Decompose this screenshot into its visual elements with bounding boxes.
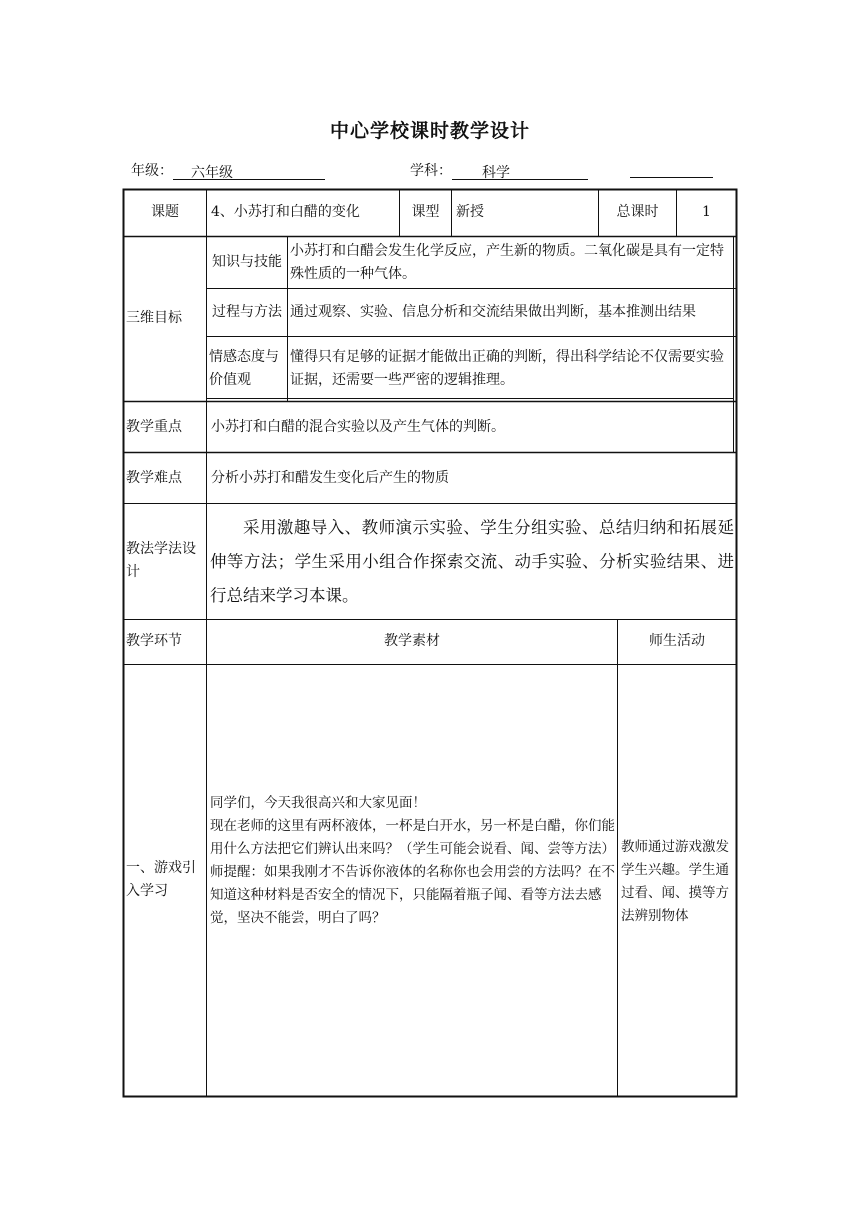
topic-label: 课题 — [151, 204, 179, 220]
focus-text: 小苏打和白醋的混合实验以及产生气体的判断。 — [211, 419, 505, 435]
subject-value: 科学 — [482, 165, 510, 181]
grade-field — [131, 160, 325, 180]
type-value: 新授 — [456, 204, 484, 220]
stage1-label: 一、游戏引入学习 — [126, 860, 196, 899]
blank-field — [630, 160, 713, 178]
material-column-header: 教学素材 — [384, 633, 440, 649]
stage1-activity: 教师通过游戏激发学生兴趣。学生通过看、闻、摸等方法辨别物体 — [621, 839, 729, 924]
grade-value: 六年级 — [191, 165, 233, 181]
subject-label: 学科： — [410, 163, 452, 179]
activity-column-header: 师生活动 — [649, 633, 705, 649]
hours-label: 总课时 — [616, 204, 659, 220]
method-text: 采用激趣导入、教师演示实验、学生分组实验、总结归纳和拓展延伸等方法；学生采用小组合作探索交流、动手实验、分析实验结果、进行总结来学习本课。 — [210, 518, 734, 605]
subject-underline — [452, 162, 588, 180]
topic-value: 4、小苏打和白醋的变化 — [211, 204, 360, 220]
type-label: 课型 — [411, 204, 440, 220]
hours-value: 1 — [702, 204, 711, 220]
goal-process-text: 通过观察、实验、信息分析和交流结果做出判断，基本推测出结果 — [290, 304, 696, 320]
stage1-material: 同学们，今天我很高兴和大家见面！ 现在老师的这里有两杯液体，一杯是白开水，另一杯是白醋，你们能用什么方法把它们辨认出来吗？（学生可能会说看、闻、尝等方法） 师提醒：如果我刚才不告诉你液体的名称你也会用尝的方法吗？在不知道这种材料是否安全的情况下，只能隔着瓶子闻、看等方法去感觉，坚决不能尝，明白了吗？ — [210, 795, 615, 926]
goal-knowledge-text: 小苏打和白醋会发生化学反应，产生新的物质。二氧化碳是具有一定特殊性质的一种气体。 — [290, 243, 724, 282]
stage-column-header: 教学环节 — [126, 633, 182, 649]
focus-label: 教学重点 — [126, 419, 182, 435]
grade-label: 年级： — [131, 163, 173, 179]
goal-knowledge-label: 知识与技能 — [212, 254, 282, 270]
grade-underline — [173, 162, 325, 180]
subject-field — [410, 160, 588, 180]
goals-label: 三维目标 — [126, 310, 182, 326]
method-label: 教法学法设计 — [126, 541, 196, 580]
difficulty-label: 教学难点 — [126, 470, 182, 486]
goal-attitude-text: 懂得只有足够的证据才能做出正确的判断，得出科学结论不仅需要实验证据，还需要一些严密的逻辑推理。 — [290, 349, 724, 388]
blank-underline — [630, 160, 713, 178]
difficulty-text: 分析小苏打和醋发生变化后产生的物质 — [211, 470, 449, 486]
goal-attitude-label: 情感态度与价值观 — [209, 349, 279, 388]
goal-process-label: 过程与方法 — [212, 304, 282, 320]
page-title: 中心学校课时教学设计 — [329, 120, 530, 142]
